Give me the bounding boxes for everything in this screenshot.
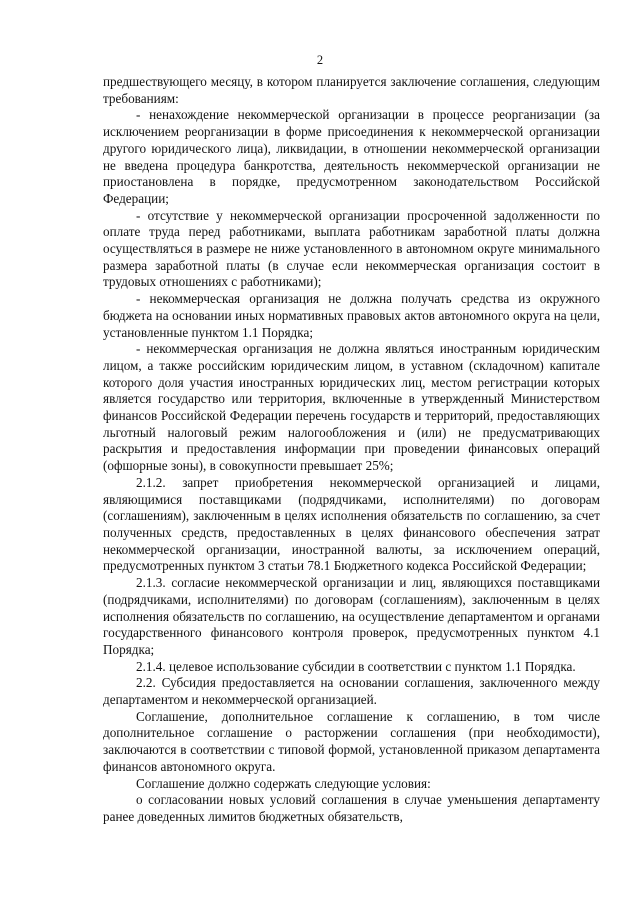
- paragraph-intro-continuation: предшествующего месяцу, в котором планируется заключение соглашения, следующим требованиям:: [103, 74, 600, 106]
- paragraph-requirement-foreign-entity: - некоммерческая организация не должна являться иностранным юридическим лицом, а также российским юридическим лицом, в уставном (складочном) капитале которого доля участия иностранных юридических лиц, местом регистрации которых является государство или территория, включенные в утвержденный Министерством финансов Российской Федерации перечень государств и территорий, предоставляющих льготный налоговый режим налогообложения и (или) не предусматривающих раскрытия и предоставления информации при проведении финансовых операций (офшорные зоны), в совокупности превышает 25%;: [103, 341, 600, 474]
- document-body: [103, 74, 600, 826]
- paragraph-agreement-form: Соглашение, дополнительное соглашение к соглашению, в том числе дополнительное соглашение о расторжении соглашения (при необходимости), заключаются в соответствии с типовой формой, установленной приказом департамента финансов автономного округа.: [103, 708, 600, 774]
- paragraph-clause-2-1-2: 2.1.2. запрет приобретения некоммерческой организацией и лицами, являющимися поставщиками (подрядчиками, исполнителями) по договорам (соглашениям), заключенным в целях исполнения обязательств по соглашению, за счет полученных средств, предоставленных в целях финансового обеспечения затрат некоммерческой организации, иностранной валюты, за исключением операций, предусмотренных пунктом 3 статьи 78.1 Бюджетного кодекса Российской Федерации;: [103, 474, 600, 574]
- page-number: 2: [316, 53, 324, 67]
- paragraph-clause-2-2: 2.2. Субсидия предоставляется на основании соглашения, заключенного между департаментом и некоммерческой организацией.: [103, 675, 600, 708]
- paragraph-agreement-new-conditions: о согласовании новых условий соглашения в случае уменьшения департаменту ранее доведенных лимитов бюджетных обязательств,: [103, 792, 600, 824]
- paragraph-clause-2-1-4: 2.1.4. целевое использование субсидии в соответствии с пунктом 1.1 Порядка.: [136, 658, 576, 674]
- paragraph-clause-2-1-3: 2.1.3. согласие некоммерческой организации и лиц, являющихся поставщиками (подрядчиками, исполнителями) по договорам (соглашениям), заключенным в целях исполнения обязательств по соглашению, на осуществление департаментом и органами государственного финансового контроля проверок, предусмотренных пунктом 4.1 Порядка;: [103, 575, 600, 657]
- paragraph-requirement-other-funds: - некоммерческая организация не должна получать средства из окружного бюджета на основании иных нормативных правовых актов автономного округа на цели, установленные пунктом 1.1 Порядка;: [103, 291, 600, 340]
- paragraph-agreement-conditions: Соглашение должно содержать следующие условия:: [136, 775, 431, 791]
- paragraph-requirement-reorganization: - ненахождение некоммерческой организации в процессе реорганизации (за исключением реорганизации в форме присоединения к некоммерческой организации другого юридического лица), ликвидации, в отношении некоммерческой организации не введена процедура банкротства, деятельность некоммерческой организации не приостановлена в порядке, предусмотренном законодательством Российской Федерации;: [103, 107, 600, 206]
- paragraph-requirement-wage-debt: - отсутствие у некоммерческой организации просроченной задолженности по оплате труда перед работниками, выплата работникам заработной платы должна осуществляться в размере не ниже установленного в автономном округе минимального размера заработной платы (в случае если некоммерческая организация состоит в трудовых отношениях с работниками);: [103, 207, 600, 290]
